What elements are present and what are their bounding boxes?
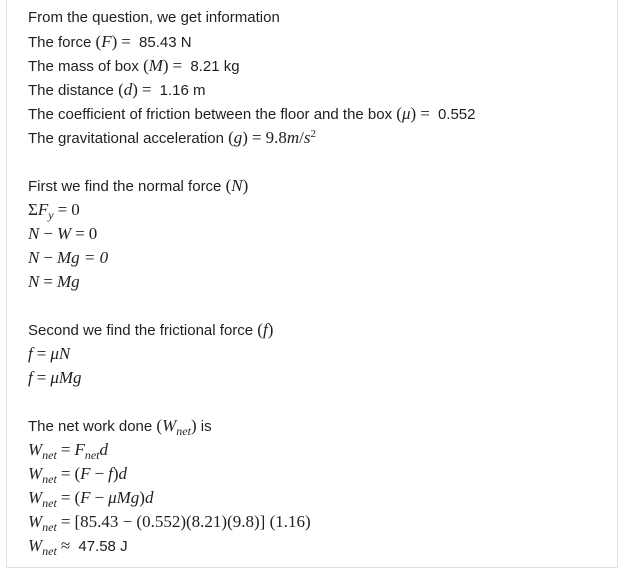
frictional-eq-2: f = μMg xyxy=(28,368,82,387)
frictional-force-intro: Second we find the frictional force (f) xyxy=(28,320,274,339)
given-mass: The mass of box (M) = 8.21 kg xyxy=(28,56,240,75)
net-work-eq-numeric: $W_{net} = [85.43 - (0.552)(8.21)(9.8)]$ (1.16) xyxy=(28,512,311,534)
normal-eq-result: N = Mg xyxy=(28,272,80,291)
net-work-eq-1: $W_{net} = F_{net}d$ xyxy=(28,440,108,462)
net-work-intro: The net work done $(W_{net})$ is xyxy=(28,416,212,438)
net-work-eq-2: $W_{net} = (F - f)d$ xyxy=(28,464,127,486)
normal-eq-nmg: N − Mg = 0 xyxy=(28,248,109,267)
given-force: The force (F) = 85.43 N xyxy=(28,32,192,51)
frictional-eq-1: f = μN xyxy=(28,344,71,363)
given-gravity: The gravitational acceleration $(g) = 9.8m/s^2$ xyxy=(28,128,316,147)
net-work-result: $W_{net} \approx 47.58$ J xyxy=(28,536,128,558)
given-intro: From the question, we get information xyxy=(28,9,280,26)
net-work-eq-3: $W_{net} = (F - \mu Mg)d$ xyxy=(28,488,154,510)
given-distance: The distance (d) = 1.16 m xyxy=(28,80,206,99)
given-friction-coefficient: The coefficient of friction between the floor and the box (μ) = 0.552 xyxy=(28,104,476,123)
normal-eq-sum: $\Sigma F_y = 0$ xyxy=(28,200,80,222)
normal-force-intro: First we find the normal force (N) xyxy=(28,176,249,195)
normal-eq-nw: N − W = 0 xyxy=(28,224,98,243)
